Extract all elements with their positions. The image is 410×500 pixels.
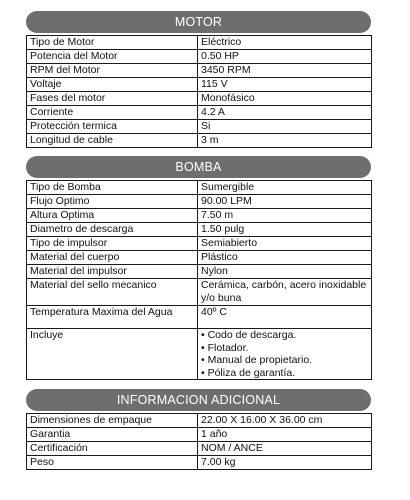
spec-label: Longitud de cable — [27, 134, 198, 148]
table-row — [27, 442, 372, 456]
spec-label: Potencia del Motor — [27, 50, 198, 64]
spec-label: Material del sello mecanico — [27, 279, 198, 306]
bomba-spec-table — [26, 180, 372, 380]
spec-value: 7.50 m — [198, 209, 372, 223]
table-row — [27, 279, 372, 306]
spec-label: Corriente — [27, 106, 198, 120]
list-item: • Póliza de garantía. — [201, 367, 368, 380]
list-item: • Manual de propietario. — [201, 354, 368, 367]
table-row — [27, 50, 372, 64]
info-section-header: INFORMACION ADICIONAL — [26, 389, 371, 411]
spec-label: Protección termica — [27, 120, 198, 134]
spec-value: 1 año — [198, 428, 372, 442]
spec-label: RPM del Motor — [27, 64, 198, 78]
table-row — [27, 120, 372, 134]
spec-value-list — [198, 329, 372, 380]
table-row — [27, 64, 372, 78]
spec-value: 4.2 A — [198, 106, 372, 120]
spec-value: 3450 RPM — [198, 64, 372, 78]
spec-value: 40º C — [198, 306, 372, 329]
spec-label: Peso — [27, 456, 198, 470]
info-spec-table — [26, 413, 372, 470]
table-row — [27, 181, 372, 195]
spec-value: Nylon — [198, 265, 372, 279]
spec-label: Material del impulsor — [27, 265, 198, 279]
list-item: • Flotador. — [201, 342, 368, 355]
spec-label: Tipo de Bomba — [27, 181, 198, 195]
motor-spec-table — [26, 35, 372, 148]
motor-section-header: MOTOR — [26, 11, 371, 33]
spec-value: Si — [198, 120, 372, 134]
spec-label: Tipo de impulsor — [27, 237, 198, 251]
spec-label: Fases del motor — [27, 92, 198, 106]
table-row — [27, 414, 372, 428]
spec-value: 0.50 HP — [198, 50, 372, 64]
table-row — [27, 237, 372, 251]
spec-value: Plástico — [198, 251, 372, 265]
spec-value: 90.00 LPM — [198, 195, 372, 209]
spec-label: Certificación — [27, 442, 198, 456]
spec-value: 3 m — [198, 134, 372, 148]
table-row — [27, 329, 372, 380]
spec-value: 22.00 X 16.00 X 36.00 cm — [198, 414, 372, 428]
table-row — [27, 106, 372, 120]
spec-value: Monofásico — [198, 92, 372, 106]
spec-value: Eléctrico — [198, 36, 372, 50]
table-row — [27, 209, 372, 223]
spec-sheet — [26, 11, 371, 470]
table-row — [27, 265, 372, 279]
spec-label: Material del cuerpo — [27, 251, 198, 265]
table-row — [27, 456, 372, 470]
spec-value: NOM / ANCE — [198, 442, 372, 456]
list-item: • Codo de descarga. — [201, 329, 368, 342]
spec-label: Voltaje — [27, 78, 198, 92]
spec-label: Temperatura Maxima del Agua — [27, 306, 198, 329]
spec-value: 1.50 pulg — [198, 223, 372, 237]
table-row — [27, 428, 372, 442]
bomba-section-header: BOMBA — [26, 156, 371, 178]
spec-label: Incluye — [27, 329, 198, 380]
spec-label: Dimensiones de empaque — [27, 414, 198, 428]
spec-value: 115 V — [198, 78, 372, 92]
table-row — [27, 134, 372, 148]
spec-label: Altura Optima — [27, 209, 198, 223]
table-row — [27, 92, 372, 106]
spec-label: Flujo Optimo — [27, 195, 198, 209]
table-row — [27, 195, 372, 209]
table-row — [27, 36, 372, 50]
spec-value: Semiabierto — [198, 237, 372, 251]
includes-list — [201, 329, 368, 379]
table-row — [27, 306, 372, 329]
spec-value: Cerámica, carbón, acero inoxidable y/o buna — [198, 279, 372, 306]
table-row — [27, 223, 372, 237]
spec-label: Diametro de descarga — [27, 223, 198, 237]
spec-label: Tipo de Motor — [27, 36, 198, 50]
spec-value: 7.00 kg — [198, 456, 372, 470]
spec-label: Garantia — [27, 428, 198, 442]
table-row — [27, 251, 372, 265]
spec-value: Sumergible — [198, 181, 372, 195]
table-row — [27, 78, 372, 92]
